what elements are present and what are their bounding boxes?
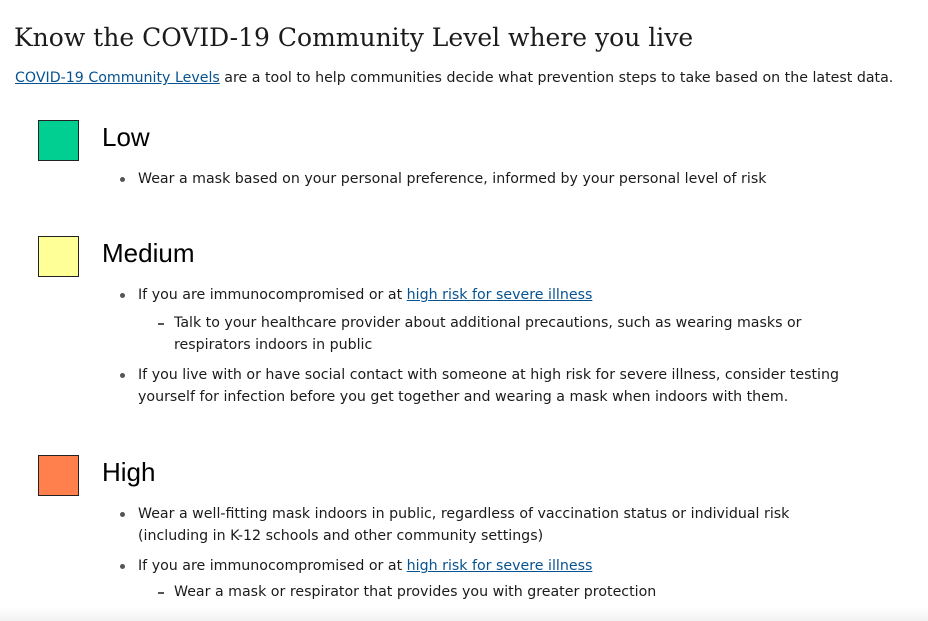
community-levels-link[interactable]: COVID-19 Community Levels bbox=[15, 70, 220, 86]
medium-level-title: Medium bbox=[102, 238, 195, 268]
medium-level-list bbox=[118, 284, 858, 416]
high-risk-link[interactable]: high risk for severe illness bbox=[406, 558, 593, 574]
sub-list bbox=[138, 312, 858, 356]
sub-list bbox=[138, 581, 858, 603]
intro-text: are a tool to help communities decide what prevention steps to take based on the latest data. bbox=[219, 70, 894, 86]
high-risk-link[interactable]: high risk for severe illness bbox=[406, 287, 593, 303]
page-title: Know the COVID-19 Community Level where you live bbox=[14, 23, 694, 52]
high-level-list bbox=[118, 503, 858, 611]
list-item-text: If you are immunocompromised or at bbox=[138, 558, 407, 574]
list-item: Wear a mask based on your personal preference, informed by your personal level of risk bbox=[118, 168, 858, 190]
high-level-title: High bbox=[102, 457, 156, 487]
low-level-list bbox=[118, 168, 858, 198]
low-level-title: Low bbox=[102, 122, 150, 152]
intro-paragraph bbox=[15, 66, 920, 90]
list-item: If you live with or have social contact with someone at high risk for severe illness, consider testing yourself for infection before you get together and wearing a mask when indoors with them. bbox=[118, 364, 858, 408]
list-item: Wear a well-fitting mask indoors in public, regardless of vaccination status or individual risk (including in K-12 schools and other community settings) bbox=[118, 503, 858, 547]
list-item-text: If you are immunocompromised or at bbox=[138, 287, 407, 303]
low-level-swatch bbox=[38, 120, 79, 161]
list-item bbox=[118, 284, 858, 356]
sub-list-item: Wear a mask or respirator that provides you with greater protection bbox=[138, 581, 858, 603]
medium-level-swatch bbox=[38, 236, 79, 277]
bottom-fade bbox=[0, 607, 928, 621]
list-item bbox=[118, 555, 858, 603]
high-level-swatch bbox=[38, 455, 79, 496]
sub-list-item: Talk to your healthcare provider about additional precautions, such as wearing masks or respirators indoors in public bbox=[138, 312, 858, 356]
